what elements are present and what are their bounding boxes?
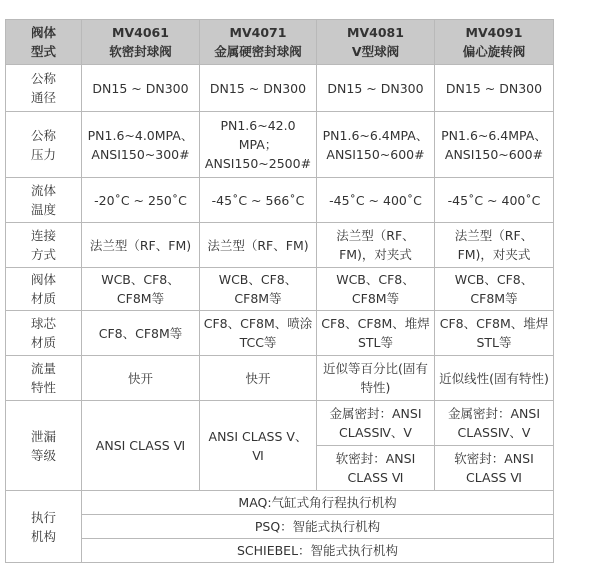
table-cell: WCB、CF8、CF8M等 xyxy=(200,268,317,311)
row-label xyxy=(6,65,82,112)
model-code: MV4081 xyxy=(347,25,404,40)
table-row xyxy=(6,223,554,268)
corner-line-1: 阀体 xyxy=(30,25,56,40)
row-label-line: 压力 xyxy=(30,146,56,162)
valve-spec-table xyxy=(5,19,554,563)
table-cell: 金属密封：ANSI CLASSⅣ、Ⅴ xyxy=(435,401,554,446)
table-cell: 软密封：ANSI CLASS Ⅵ xyxy=(317,446,435,491)
table-cell: 近似等百分比(固有特性) xyxy=(317,356,435,401)
model-code: MV4091 xyxy=(465,25,523,40)
table-cell: -45˚C ~ 400˚C xyxy=(317,178,435,223)
table-row xyxy=(6,112,554,178)
table-cell: PN1.6~42.0 MPA；ANSI150~2500# xyxy=(200,112,317,178)
table-cell: 法兰型（RF、FM) xyxy=(82,223,200,268)
table-cell: WCB、CF8、CF8M等 xyxy=(317,268,435,311)
table-row xyxy=(6,65,554,112)
table-cell: 法兰型（RF、FM)，对夹式 xyxy=(435,223,554,268)
table-row xyxy=(6,539,554,563)
row-label xyxy=(6,223,82,268)
row-label-line: 泄漏 xyxy=(30,428,56,444)
header-row xyxy=(6,20,554,65)
table-cell: CF8、CF8M、喷涂TCC等 xyxy=(200,311,317,356)
table-row xyxy=(6,491,554,515)
table-row xyxy=(6,515,554,539)
row-label-line: 材质 xyxy=(30,335,56,350)
corner-header xyxy=(6,20,82,65)
row-label xyxy=(6,268,82,311)
table-cell: CF8、CF8M、堆焊STL等 xyxy=(317,311,435,356)
corner-line-2: 型式 xyxy=(30,44,56,59)
table-cell: CF8、CF8M、堆焊STL等 xyxy=(435,311,554,356)
row-label-line: 材质 xyxy=(30,291,56,306)
row-label-line: 等级 xyxy=(30,447,56,463)
table-cell: DN15 ~ DN300 xyxy=(82,65,200,112)
model-name: 金属硬密封球阀 xyxy=(214,44,302,59)
model-header-mv4091 xyxy=(435,20,554,65)
table-row xyxy=(6,268,554,311)
table-cell: DN15 ~ DN300 xyxy=(200,65,317,112)
row-label-line: 球芯 xyxy=(30,316,56,331)
row-label xyxy=(6,178,82,223)
table-row xyxy=(6,178,554,223)
table-cell: 软密封：ANSI CLASS Ⅵ xyxy=(435,446,554,491)
model-name: 软密封球阀 xyxy=(109,44,172,59)
actuator-line: PSQ：智能式执行机构 xyxy=(82,515,554,539)
table-row xyxy=(6,401,554,446)
table-cell: PN1.6~6.4MPA、ANSI150~600# xyxy=(317,112,435,178)
table-cell: 金属密封：ANSI CLASSⅣ、Ⅴ xyxy=(317,401,435,446)
model-code: MV4071 xyxy=(229,25,287,40)
model-header-mv4061 xyxy=(82,20,200,65)
row-label xyxy=(6,311,82,356)
model-code: MV4061 xyxy=(112,25,169,40)
table-cell: 快开 xyxy=(82,356,200,401)
table-cell: 近似线性(固有特性) xyxy=(435,356,554,401)
table-cell: WCB、CF8、CF8M等 xyxy=(435,268,554,311)
table-cell: ANSI CLASS Ⅴ、Ⅵ xyxy=(200,401,317,491)
row-label xyxy=(6,356,82,401)
table-cell: PN1.6~6.4MPA、ANSI150~600# xyxy=(435,112,554,178)
table-cell: CF8、CF8M等 xyxy=(82,311,200,356)
row-label-line: 温度 xyxy=(30,202,56,217)
table-cell: 法兰型（RF、FM)，对夹式 xyxy=(317,223,435,268)
table-cell: ANSI CLASS Ⅵ xyxy=(82,401,200,491)
row-label xyxy=(6,401,82,491)
table-cell: PN1.6~4.0MPA、ANSI150~300# xyxy=(82,112,200,178)
row-label-line: 通径 xyxy=(30,90,56,105)
row-label-line: 方式 xyxy=(30,247,56,262)
row-label-line: 连接 xyxy=(30,228,56,243)
row-label-line: 流体 xyxy=(30,183,56,198)
row-label-line: 阀体 xyxy=(30,272,56,287)
row-label-line: 公称 xyxy=(30,71,56,86)
table-cell: WCB、CF8、CF8M等 xyxy=(82,268,200,311)
table-cell: -20˚C ~ 250˚C xyxy=(82,178,200,223)
row-label-line: 公称 xyxy=(30,127,56,143)
row-label-line: 执行 xyxy=(30,509,56,525)
model-name: V型球阀 xyxy=(351,44,400,59)
table-cell: 快开 xyxy=(200,356,317,401)
table-cell: 法兰型（RF、FM) xyxy=(200,223,317,268)
row-label-line: 机构 xyxy=(30,528,56,544)
table-row xyxy=(6,356,554,401)
model-name: 偏心旋转阀 xyxy=(462,44,526,59)
row-label-line: 流量 xyxy=(30,361,56,376)
table-cell: -45˚C ~ 566˚C xyxy=(200,178,317,223)
actuator-line: SCHIEBEL：智能式执行机构 xyxy=(82,539,554,563)
row-label xyxy=(6,112,82,178)
table-cell: -45˚C ~ 400˚C xyxy=(435,178,554,223)
model-header-mv4071 xyxy=(200,20,317,65)
table-row xyxy=(6,311,554,356)
table-cell: DN15 ~ DN300 xyxy=(317,65,435,112)
row-label xyxy=(6,491,82,563)
model-header-mv4081 xyxy=(317,20,435,65)
actuator-line: MAQ:气缸式角行程执行机构 xyxy=(82,491,554,515)
row-label-line: 特性 xyxy=(30,380,56,395)
table-cell: DN15 ~ DN300 xyxy=(435,65,554,112)
